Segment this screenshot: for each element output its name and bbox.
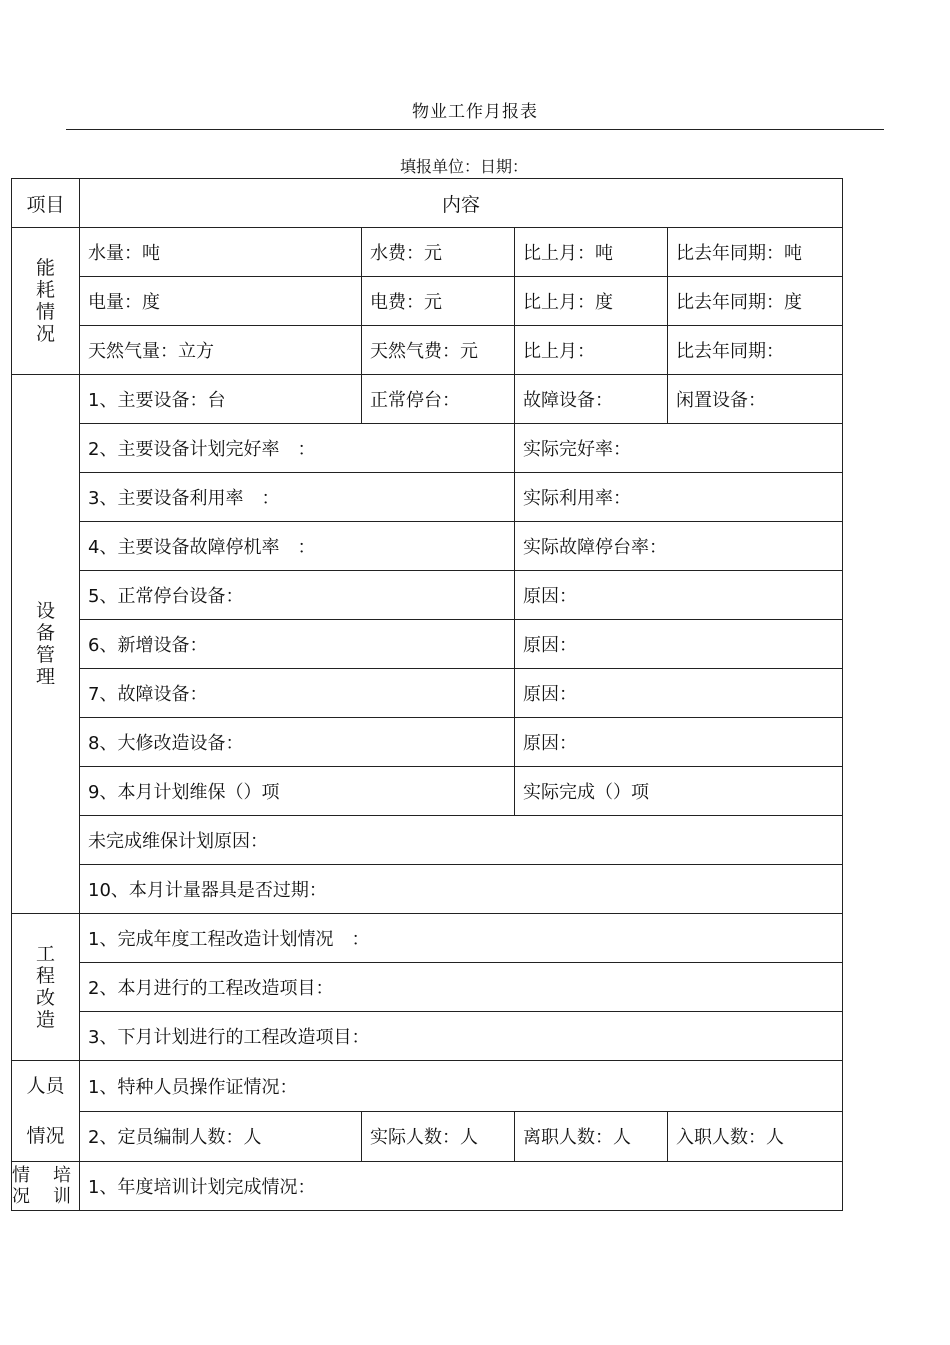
category-label: 设备管理 [35,600,55,688]
table-row [12,375,843,424]
cell-actual-maintenance[interactable]: 实际完成（）项 [515,767,843,816]
category-char: 情 [12,1165,30,1186]
category-char: 训 [53,1186,71,1207]
cell-failure-downtime-rate[interactable]: 4、主要设备故障停机率 ： [80,522,515,571]
category-label-line-1 [12,1165,75,1186]
category-label-top: 人员 [26,1075,65,1097]
category-label: 能耗情况 [35,257,55,345]
cell-reason[interactable]: 原因： [515,620,843,669]
cell-power-mom[interactable]: 比上月：度 [515,277,668,326]
cell-power-volume[interactable]: 电量：度 [80,277,362,326]
cell-utilization-rate[interactable]: 3、主要设备利用率 ： [80,473,515,522]
title-divider [66,129,884,130]
category-char: 况 [12,1186,30,1207]
table-row [12,522,843,571]
cell-current-renovation[interactable]: 2、本月进行的工程改造项目： [80,963,843,1012]
cell-power-fee[interactable]: 电费：元 [362,277,515,326]
category-label-bottom: 情况 [26,1125,65,1147]
cell-overhaul-equipment[interactable]: 8、大修改造设备： [80,718,515,767]
cell-faulty-equipment[interactable]: 故障设备： [515,375,668,424]
cell-planned-intact-rate[interactable]: 2、主要设备计划完好率 ： [80,424,515,473]
table-row [12,620,843,669]
header-item: 项目 [12,179,80,228]
category-personnel [12,1061,80,1162]
page-title: 物业工作月报表 [412,102,538,122]
cell-gas-mom[interactable]: 比上月： [515,326,668,375]
table-row [12,473,843,522]
cell-new-equipment[interactable]: 6、新增设备： [80,620,515,669]
table-row [12,865,843,914]
table-row [12,914,843,963]
table-row [12,669,843,718]
cell-unfinished-reason[interactable]: 未完成维保计划原因： [80,816,843,865]
cell-reason[interactable]: 原因： [515,718,843,767]
category-equipment [12,375,80,914]
cell-gas-volume[interactable]: 天然气量：立方 [80,326,362,375]
category-engineering [12,914,80,1061]
cell-actual-staff[interactable]: 实际人数：人 [362,1111,515,1162]
cell-planned-maintenance[interactable]: 9、本月计划维保（）项 [80,767,515,816]
cell-special-certificates[interactable]: 1、特种人员操作证情况： [80,1061,843,1112]
table-row [12,326,843,375]
table-header-row [12,179,843,228]
cell-power-yoy[interactable]: 比去年同期：度 [668,277,843,326]
cell-water-fee[interactable]: 水费：元 [362,228,515,277]
cell-water-yoy[interactable]: 比去年同期：吨 [668,228,843,277]
cell-normal-stop-equipment[interactable]: 5、正常停台设备： [80,571,515,620]
cell-actual-utilization[interactable]: 实际利用率： [515,473,843,522]
cell-annual-renovation[interactable]: 1、完成年度工程改造计划情况 ： [80,914,843,963]
table-row [12,1162,843,1211]
cell-staff-quota[interactable]: 2、定员编制人数：人 [80,1111,362,1162]
cell-reason[interactable]: 原因： [515,669,843,718]
category-char: 培 [53,1165,71,1186]
cell-actual-failure-rate[interactable]: 实际故障停台率： [515,522,843,571]
category-energy [12,228,80,375]
table-row [12,1111,843,1162]
cell-actual-intact-rate[interactable]: 实际完好率： [515,424,843,473]
cell-reason[interactable]: 原因： [515,571,843,620]
cell-meter-expiry[interactable]: 10、本月计量器具是否过期： [80,865,843,914]
table-row [12,424,843,473]
table-row [12,816,843,865]
table-row [12,277,843,326]
monthly-report-table [11,178,843,1211]
table-row [12,571,843,620]
cell-idle-equipment[interactable]: 闲置设备： [668,375,843,424]
cell-water-mom[interactable]: 比上月：吨 [515,228,668,277]
category-label: 工程改造 [35,943,55,1031]
cell-gas-fee[interactable]: 天然气费：元 [362,326,515,375]
cell-new-hires[interactable]: 入职人数：人 [668,1111,843,1162]
cell-normal-stop[interactable]: 正常停台： [362,375,515,424]
cell-faulty-equipment-list[interactable]: 7、故障设备： [80,669,515,718]
header-content: 内容 [80,179,843,228]
category-training [12,1162,80,1211]
table-row [12,767,843,816]
table-row [12,1012,843,1061]
report-meta: 填报单位：日期： [400,157,529,176]
category-label-line-2 [12,1186,75,1207]
table-row [12,718,843,767]
table-row [12,1061,843,1112]
cell-resigned-staff[interactable]: 离职人数：人 [515,1111,668,1162]
cell-water-volume[interactable]: 水量：吨 [80,228,362,277]
table-row [12,963,843,1012]
cell-gas-yoy[interactable]: 比去年同期： [668,326,843,375]
cell-main-equipment[interactable]: 1、主要设备：台 [80,375,362,424]
table-row [12,228,843,277]
cell-annual-training[interactable]: 1、年度培训计划完成情况： [80,1162,843,1211]
cell-next-renovation[interactable]: 3、下月计划进行的工程改造项目： [80,1012,843,1061]
